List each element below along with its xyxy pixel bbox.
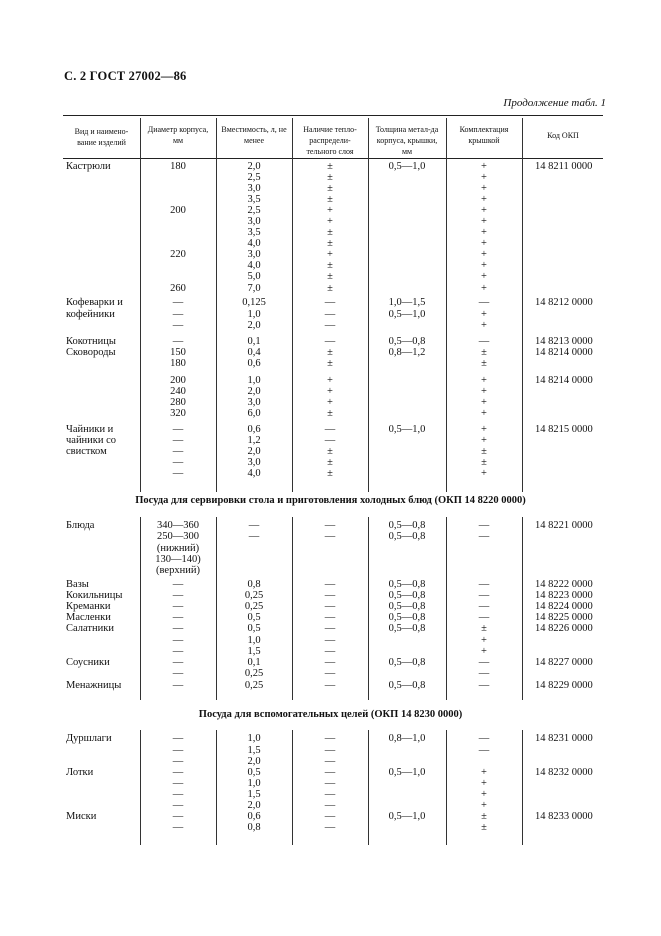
cell-capacity: 2,0 [247, 756, 261, 767]
cell-diameter: (нижний) [156, 543, 200, 554]
cell-heat-layer: — [324, 646, 336, 657]
cell-diameter: — [172, 745, 184, 756]
cell-capacity: 0,6 [247, 424, 261, 435]
cell-capacity: 0,25 [244, 680, 264, 691]
cell-item-name: Соусники [66, 657, 110, 668]
cell-thickness: 1,0—1,5 [388, 297, 426, 308]
column-divider [522, 118, 523, 492]
cell-lid: ± [481, 457, 487, 468]
cell-heat-layer: + [327, 386, 333, 397]
cell-item-name: Кокотницы [66, 336, 116, 347]
column-header: Код ОКП [547, 131, 579, 140]
cell-lid: ± [481, 358, 487, 369]
cell-okp-code: 14 8226 0000 [535, 623, 593, 634]
column-header: Вид и наимено-вание изделий [74, 127, 129, 147]
cell-diameter: — [172, 468, 184, 479]
cell-lid: — [478, 612, 490, 623]
cell-lid: — [478, 680, 490, 691]
cell-heat-layer: ± [327, 260, 333, 271]
cell-thickness: 0,5—0,8 [388, 579, 426, 590]
cell-capacity: 3,0 [247, 183, 261, 194]
cell-okp-code: 14 8213 0000 [535, 336, 593, 347]
cell-diameter: 200 [170, 205, 186, 216]
cell-capacity: 2,0 [247, 320, 261, 331]
cell-capacity: 0,1 [247, 336, 261, 347]
section-title-auxiliary: Посуда для вспомогательных целей (ОКП 14 8230 0000) [198, 709, 463, 720]
cell-item-name: Менажницы [66, 680, 122, 691]
cell-diameter: 150 [170, 347, 186, 358]
cell-diameter: — [172, 668, 184, 679]
column-divider [292, 118, 293, 492]
column-divider [368, 730, 369, 845]
cell-okp-code: 14 8232 0000 [535, 767, 593, 778]
cell-diameter: — [172, 646, 184, 657]
cell-thickness: 0,8—1,2 [388, 347, 426, 358]
cell-lid: + [481, 172, 487, 183]
cell-heat-layer: — [324, 520, 336, 531]
cell-diameter: — [172, 733, 184, 744]
cell-diameter: — [172, 657, 184, 668]
cell-diameter: 250—300 [157, 531, 199, 542]
cell-heat-layer: — [324, 680, 336, 691]
cell-item-name: Кокильницы [66, 590, 123, 601]
cell-heat-layer: — [324, 579, 336, 590]
cell-capacity: 0,5 [247, 612, 261, 623]
cell-capacity: 1,5 [247, 646, 261, 657]
cell-okp-code: 14 8214 0000 [535, 347, 593, 358]
cell-thickness: 0,5—1,0 [388, 424, 426, 435]
column-divider [368, 118, 369, 492]
cell-lid: + [481, 216, 487, 227]
cell-heat-layer: ± [327, 358, 333, 369]
cell-item-name: Вазы [66, 579, 89, 590]
column-divider [446, 730, 447, 845]
cell-heat-layer: — [324, 756, 336, 767]
cell-diameter: — [172, 800, 184, 811]
cell-item-name: Сковороды [66, 347, 116, 358]
cell-lid: + [481, 635, 487, 646]
cell-heat-layer: + [327, 205, 333, 216]
cell-okp-code: 14 8224 0000 [535, 601, 593, 612]
cell-capacity: 0,4 [247, 347, 261, 358]
column-divider [140, 517, 141, 700]
column-divider [446, 517, 447, 700]
cell-heat-layer: — [324, 767, 336, 778]
cell-heat-layer: ± [327, 408, 333, 419]
cell-heat-layer: + [327, 375, 333, 386]
cell-lid: — [478, 733, 490, 744]
column-divider [368, 517, 369, 700]
cell-lid: + [481, 408, 487, 419]
cell-capacity: 0,6 [247, 811, 261, 822]
cell-lid: + [481, 800, 487, 811]
cell-capacity: 4,0 [247, 260, 261, 271]
cell-diameter: — [172, 579, 184, 590]
cell-capacity: 2,5 [247, 172, 261, 183]
cell-capacity: 7,0 [247, 283, 261, 294]
cell-diameter: — [172, 811, 184, 822]
cell-lid: + [481, 283, 487, 294]
cell-thickness: 0,5—1,0 [388, 767, 426, 778]
cell-okp-code: 14 8211 0000 [535, 161, 593, 172]
cell-heat-layer: — [324, 336, 336, 347]
cell-thickness: 0,5—0,8 [388, 612, 426, 623]
cell-heat-layer: — [324, 668, 336, 679]
cell-capacity: 1,0 [247, 733, 261, 744]
column-divider [140, 118, 141, 492]
cell-lid: + [481, 249, 487, 260]
cell-heat-layer: — [324, 531, 336, 542]
cell-heat-layer: ± [327, 194, 333, 205]
cell-okp-code: 14 8229 0000 [535, 680, 593, 691]
cell-heat-layer: — [324, 309, 336, 320]
cell-capacity: 1,5 [247, 745, 261, 756]
cell-diameter: 220 [170, 249, 186, 260]
column-header: Вместимость, л, не менее [221, 125, 287, 145]
cell-lid: + [481, 778, 487, 789]
table-top-rule [63, 115, 603, 116]
cell-okp-code: 14 8214 0000 [535, 375, 593, 386]
cell-item-name: Кофеварки и [66, 297, 123, 308]
cell-diameter: — [172, 297, 184, 308]
column-divider [292, 730, 293, 845]
cell-heat-layer: — [324, 635, 336, 646]
column-divider [292, 517, 293, 700]
cell-lid: — [478, 336, 490, 347]
cell-diameter: — [172, 756, 184, 767]
cell-capacity: 3,0 [247, 249, 261, 260]
cell-diameter: 240 [170, 386, 186, 397]
cell-heat-layer: + [327, 216, 333, 227]
cell-thickness: 0,5—1,0 [388, 309, 426, 320]
cell-diameter: 180 [170, 161, 186, 172]
cell-heat-layer: ± [327, 161, 333, 172]
cell-heat-layer: + [327, 397, 333, 408]
cell-heat-layer: ± [327, 468, 333, 479]
cell-diameter: — [172, 336, 184, 347]
cell-heat-layer: + [327, 249, 333, 260]
column-divider [216, 517, 217, 700]
cell-lid: + [481, 397, 487, 408]
cell-heat-layer: — [324, 623, 336, 634]
cell-diameter: — [172, 767, 184, 778]
cell-capacity: 5,0 [247, 271, 261, 282]
cell-capacity: 1,0 [247, 635, 261, 646]
cell-capacity: 0,25 [244, 668, 264, 679]
cell-lid: — [478, 297, 490, 308]
cell-diameter: — [172, 778, 184, 789]
cell-capacity: 1,0 [247, 309, 261, 320]
cell-lid: ± [481, 822, 487, 833]
cell-heat-layer: — [324, 733, 336, 744]
cell-thickness: 0,5—0,8 [388, 520, 426, 531]
column-header: Наличие тепло-распредели-тельного слоя [303, 125, 357, 156]
cell-item-name: Дуршлаги [66, 733, 112, 744]
cell-lid: — [478, 657, 490, 668]
cell-capacity: 0,1 [247, 657, 261, 668]
cell-capacity: 0,8 [247, 579, 261, 590]
cell-okp-code: 14 8221 0000 [535, 520, 593, 531]
cell-item-name: Масленки [66, 612, 111, 623]
cell-lid: ± [481, 347, 487, 358]
cell-heat-layer: — [324, 822, 336, 833]
cell-heat-layer: — [324, 590, 336, 601]
cell-capacity: 2,0 [247, 161, 261, 172]
cell-lid: ± [481, 623, 487, 634]
cell-diameter: — [172, 435, 184, 446]
cell-lid: — [478, 601, 490, 612]
cell-heat-layer: — [324, 811, 336, 822]
cell-okp-code: 14 8225 0000 [535, 612, 593, 623]
cell-thickness: 0,5—0,8 [388, 657, 426, 668]
cell-diameter: — [172, 590, 184, 601]
column-divider [446, 118, 447, 492]
cell-capacity: 0,125 [242, 297, 266, 308]
cell-item-name: чайники со [66, 435, 117, 446]
cell-diameter: — [172, 789, 184, 800]
cell-heat-layer: — [324, 745, 336, 756]
cell-heat-layer: ± [327, 457, 333, 468]
cell-lid: + [481, 271, 487, 282]
cell-heat-layer: ± [327, 172, 333, 183]
cell-capacity: 3,0 [247, 397, 261, 408]
cell-lid: ± [481, 811, 487, 822]
cell-thickness: 0,5—0,8 [388, 680, 426, 691]
cell-okp-code: 14 8215 0000 [535, 424, 593, 435]
cell-thickness: 0,5—0,8 [388, 531, 426, 542]
cell-heat-layer: — [324, 297, 336, 308]
cell-capacity: 3,0 [247, 457, 261, 468]
cell-diameter: — [172, 446, 184, 457]
cell-okp-code: 14 8222 0000 [535, 579, 593, 590]
cell-okp-code: 14 8223 0000 [535, 590, 593, 601]
cell-capacity: 0,8 [247, 822, 261, 833]
cell-lid: + [481, 320, 487, 331]
cell-diameter: 340—360 [157, 520, 199, 531]
cell-lid: — [478, 668, 490, 679]
cell-diameter: — [172, 612, 184, 623]
table-continuation-note: Продолжение табл. 1 [503, 97, 606, 109]
cell-capacity: 2,5 [247, 205, 261, 216]
cell-capacity: 3,0 [247, 216, 261, 227]
cell-capacity: 2,0 [247, 386, 261, 397]
cell-heat-layer: — [324, 800, 336, 811]
cell-diameter: — [172, 424, 184, 435]
cell-capacity: 1,5 [247, 789, 261, 800]
cell-okp-code: 14 8227 0000 [535, 657, 593, 668]
cell-heat-layer: — [324, 320, 336, 331]
cell-thickness: 0,5—0,8 [388, 601, 426, 612]
cell-heat-layer: — [324, 789, 336, 800]
cell-okp-code: 14 8233 0000 [535, 811, 593, 822]
cell-heat-layer: ± [327, 283, 333, 294]
section-title-serving: Посуда для сервировки стола и приготовления холодных блюд (ОКП 14 8220 0000) [135, 495, 526, 506]
column-divider [522, 730, 523, 845]
cell-lid: + [481, 194, 487, 205]
cell-heat-layer: ± [327, 238, 333, 249]
cell-capacity: 4,0 [247, 238, 261, 249]
cell-heat-layer: — [324, 778, 336, 789]
cell-diameter: 130—140) [155, 554, 201, 565]
cell-item-name: кофейники [66, 309, 115, 320]
cell-capacity: 3,5 [247, 227, 261, 238]
cell-diameter: — [172, 822, 184, 833]
cell-heat-layer: ± [327, 347, 333, 358]
column-divider [522, 517, 523, 700]
cell-diameter: — [172, 680, 184, 691]
cell-capacity: 3,5 [247, 194, 261, 205]
cell-thickness: 0,5—0,8 [388, 623, 426, 634]
cell-diameter: 280 [170, 397, 186, 408]
cell-okp-code: 14 8212 0000 [535, 297, 593, 308]
column-divider [216, 118, 217, 492]
cell-capacity: 0,5 [247, 767, 261, 778]
cell-item-name: Салатники [66, 623, 114, 634]
cell-capacity: 0,25 [244, 590, 264, 601]
column-divider [140, 730, 141, 845]
cell-item-name: Чайники и [66, 424, 114, 435]
cell-capacity: 1,0 [247, 375, 261, 386]
cell-diameter: — [172, 635, 184, 646]
cell-diameter: 200 [170, 375, 186, 386]
cell-lid: — [478, 590, 490, 601]
cell-heat-layer: — [324, 657, 336, 668]
cell-diameter: (верхний) [156, 565, 200, 576]
cell-thickness: 0,5—1,0 [388, 161, 426, 172]
cell-diameter: 260 [170, 283, 186, 294]
page-header: С. 2 ГОСТ 27002—86 [64, 69, 187, 83]
cell-lid: + [481, 435, 487, 446]
column-header: Толщина метал-да корпуса, крышки, мм [375, 125, 439, 156]
cell-lid: + [481, 227, 487, 238]
cell-lid: + [481, 309, 487, 320]
cell-lid: + [481, 183, 487, 194]
cell-capacity: 4,0 [247, 468, 261, 479]
column-header: Диаметр корпуса, мм [147, 125, 209, 145]
cell-heat-layer: — [324, 435, 336, 446]
cell-capacity: 0,25 [244, 601, 264, 612]
cell-diameter: — [172, 623, 184, 634]
cell-item-name: Лотки [66, 767, 94, 778]
cell-lid: + [481, 468, 487, 479]
cell-lid: + [481, 375, 487, 386]
cell-thickness: 0,5—1,0 [388, 811, 426, 822]
cell-okp-code: 14 8231 0000 [535, 733, 593, 744]
cell-diameter: 180 [170, 358, 186, 369]
column-divider [216, 730, 217, 845]
cell-diameter: — [172, 601, 184, 612]
cell-capacity: 2,0 [247, 800, 261, 811]
cell-heat-layer: — [324, 601, 336, 612]
cell-lid: — [478, 531, 490, 542]
cell-lid: ± [481, 446, 487, 457]
cell-item-name: свистком [66, 446, 107, 457]
cell-capacity: 1,2 [247, 435, 261, 446]
cell-heat-layer: ± [327, 183, 333, 194]
cell-lid: + [481, 238, 487, 249]
cell-lid: + [481, 386, 487, 397]
cell-item-name: Блюда [66, 520, 95, 531]
cell-diameter: — [172, 320, 184, 331]
cell-lid: + [481, 424, 487, 435]
cell-lid: + [481, 260, 487, 271]
cell-item-name: Миски [66, 811, 97, 822]
cell-thickness: 0,5—0,8 [388, 336, 426, 347]
cell-item-name: Кастрюли [66, 161, 111, 172]
cell-diameter: — [172, 457, 184, 468]
cell-lid: — [478, 579, 490, 590]
cell-capacity: 1,0 [247, 778, 261, 789]
cell-diameter: — [172, 309, 184, 320]
cell-heat-layer: ± [327, 446, 333, 457]
cell-heat-layer: ± [327, 227, 333, 238]
cell-lid: — [478, 745, 490, 756]
cell-heat-layer: — [324, 424, 336, 435]
cell-diameter: 320 [170, 408, 186, 419]
cell-heat-layer: ± [327, 271, 333, 282]
cell-item-name: Креманки [66, 601, 111, 612]
cell-lid: + [481, 646, 487, 657]
cell-lid: + [481, 205, 487, 216]
cell-lid: + [481, 767, 487, 778]
cell-thickness: 0,5—0,8 [388, 590, 426, 601]
cell-lid: — [478, 520, 490, 531]
cell-capacity: — [248, 520, 260, 531]
cell-capacity: 2,0 [247, 446, 261, 457]
column-header: Комплектация крышкой [459, 125, 509, 145]
cell-capacity: 0,5 [247, 623, 261, 634]
cell-capacity: 0,6 [247, 358, 261, 369]
cell-lid: + [481, 789, 487, 800]
cell-lid: + [481, 161, 487, 172]
cell-thickness: 0,8—1,0 [388, 733, 426, 744]
cell-capacity: 6,0 [247, 408, 261, 419]
cell-capacity: — [248, 531, 260, 542]
cell-heat-layer: — [324, 612, 336, 623]
